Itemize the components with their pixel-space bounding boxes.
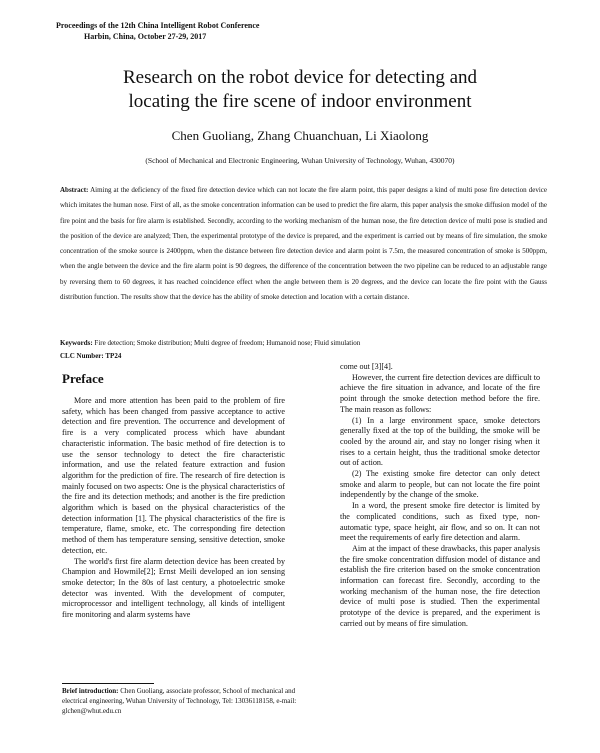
left-column: [62, 396, 285, 621]
conference-name: Proceedings of the 12th China Intelligent Robot Conference: [56, 21, 260, 30]
paragraph: The world's first fire alarm detection device has been created by Champion and Howmile[2]; Ernst Meili developed an ion sensing smoke detector; In the 80s of last century, a photoelectric smoke detector was invented. With the development of computer, microprocessor and intelligent technology, all kinds of intelligent fire monitoring and alarm systems have: [62, 556, 285, 620]
conference-header: [56, 20, 259, 42]
paragraph-continuation: come out [3][4].: [340, 362, 393, 371]
abstract: [60, 183, 547, 305]
paragraph: (2) The existing smoke fire detector can only detect smoke and alarm to people, but can not locate the fire point independently by the change of the smoke.: [340, 469, 540, 500]
footnote-label: Brief introduction:: [62, 687, 119, 695]
paragraph: However, the current fire detection devices are difficult to achieve the fire situation in advance, and locate of the fire point through the smoke detection method before the fire. The main reason as follows:: [340, 372, 540, 414]
right-column: [340, 362, 540, 630]
affiliation: (School of Mechanical and Electronic Engineering, Wuhan University of Technology, Wuhan, 430070): [145, 156, 455, 165]
abstract-text: Aiming at the deficiency of the fixed fire detection device which can not locate the fire alarm point, this paper designs a kind of multi pose fire detection device which imitates the human nose. First of all, as the smoke concentration information can be used to predict the fire alarm, this paper analysis the smoke diffusion model of the fire point and the basis for fire alarm is established. Secondly, according to the working mechanism of the human nose, the fire detection device of multi pose is studied and the position of the device are analyzed; Then, the experimental prototype of the device is prepared, and the experiment is carried out by means of fire simulation, the smoke concentration of the smoke source is 2400ppm, when the distance between fire detection device and alarm point is 7.5m, the measured concentration of smoke is 500ppm, when the angle between the device and the fire alarm point is 90 degrees, the difference of the concentration between the two pipeline can be reduced to an adjustable range by reversing them to 60 degrees, it has reached coincidence effect when the angle between them is 20 degrees, and the device can locate the fire point with the Gauss distribution function. The results show that the device has the ability of smoke detection and location with a certain distance.: [60, 186, 547, 302]
paragraph: More and more attention has been paid to the problem of fire safety, which has been changed from passive acceptance to active detection and fire prevention. The occurrence and development of fire is a very complicated process which have abundant characteristic information. The basic method of fire detection is to use the sensor technology to detect the fire characteristic information, and use the related feature extraction and fusion algorithm for the prediction of fire. The research of fire detection is mainly focused on two aspects: One is the physical characteristics of the fire and its detection methods; and another is the fire prediction algorithm which is based on the physical characteristics of the detection information [1]. The physical characteristics of the fire is temperature, flame, smoke, etc. The corresponding fire detection method of them has temperature sensing, sensitive detection, smoke detection, etc.: [62, 396, 285, 555]
keywords: [60, 338, 547, 349]
paragraph: (1) In a large environment space, smoke detectors generally fixed at the top of the building, the smoke will be cooled by the around air, and stay no longer rising when it rises to a certain height, thus the traditional smoke detector out of action.: [340, 415, 540, 468]
clc-label: CLC Number:: [60, 352, 104, 360]
paragraph: Aim at the impact of these drawbacks, this paper analysis the fire smoke concentration diffusion model of distance and establish the fire criterion based on the smoke concentration information can forecast fire. Secondly, according to the working mechanism of the human nose, the fire detection device of multi pose is studied. Then the experimental prototype of the device is prepared, and the experiment is carried out by means of fire simulation.: [340, 543, 540, 628]
keywords-label: Keywords:: [60, 339, 93, 347]
section-heading: Preface: [62, 371, 104, 386]
footnote-text: Chen Guoliang, associate professor, School of mechanical and electrical engineering, Wuhan University of Technology, Tel: 13036118158, e-mail: glchen@whut.edu.cn: [62, 687, 297, 715]
title-line-2: locating the fire scene of indoor environment: [128, 91, 472, 112]
paragraph: In a word, the present smoke fire detector is limited by the complicated conditions, such as fixed type, non-automatic type, space height, air flow, and so on. It can not meet the requirements of early fire detection and alarm.: [340, 501, 540, 543]
footnote: [62, 686, 302, 716]
conference-location-date: Harbin, China, October 27-29, 2017: [84, 32, 207, 41]
authors: Chen Guoliang, Zhang Chuanchuan, Li Xiaolong: [171, 128, 429, 143]
clc-value: TP24: [103, 352, 122, 360]
keywords-text: Fire detection; Smoke distribution; Multi degree of freedom; Humanoid nose; Fluid simulation: [92, 339, 361, 347]
footnote-divider: [62, 683, 154, 684]
clc-number: [60, 352, 121, 360]
paper-title: [20, 66, 580, 114]
abstract-label: Abstract:: [60, 186, 89, 194]
title-line-1: Research on the robot device for detecting and: [123, 67, 477, 88]
